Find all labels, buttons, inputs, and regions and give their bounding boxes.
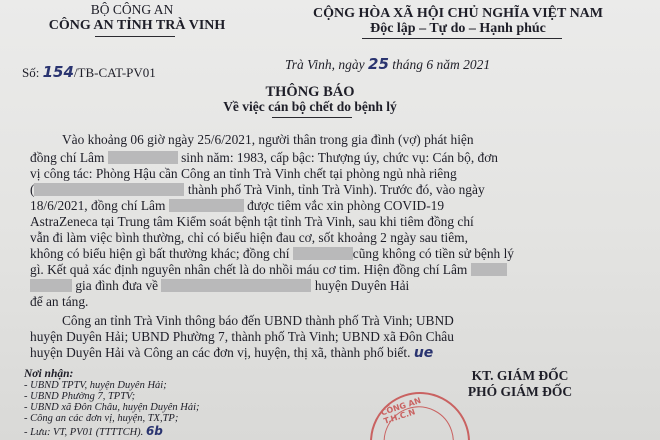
number-handwritten: 154 bbox=[42, 63, 74, 81]
body-text: sinh năm: 1983, cấp bậc: Thượng úy, chức vụ: Cán bộ, đơn bbox=[181, 150, 498, 165]
body-text: đồng chí Lâm bbox=[30, 150, 105, 165]
ministry-name: BỘ CÔNG AN bbox=[90, 2, 174, 17]
body-line: vẫn đi làm việc bình thường, chỉ có biểu hiện đau cơ, sốt khoảng 2 ngày sau tiêm, bbox=[30, 230, 468, 245]
body-line bbox=[30, 262, 640, 277]
body-line: Công an tỉnh Trà Vinh thông báo đến UBND thành phố Trà Vinh; UBND bbox=[62, 313, 454, 328]
signature-line-1: KT. GIÁM ĐỐC bbox=[471, 368, 569, 383]
body-line: AstraZeneca tại Trung tâm Kiểm soát bệnh tật tỉnh Trà Vinh, sau khi tiêm đồng chí bbox=[30, 214, 474, 229]
body-text: thành phố Trà Vinh, tỉnh Trà Vinh). Trước đó, vào ngày bbox=[187, 182, 485, 197]
body-line bbox=[30, 150, 640, 165]
redaction-block bbox=[471, 263, 507, 276]
number-suffix: /TB-CAT-PV01 bbox=[73, 65, 156, 80]
recipient-item: - UBND TPTV, huyện Duyên Hải; bbox=[24, 380, 167, 391]
recipient-item: - UBND xã Đôn Châu, huyện Duyên Hải; bbox=[24, 402, 200, 413]
handwritten-initials: ue bbox=[413, 345, 434, 361]
body-text: ( bbox=[30, 182, 35, 197]
body-line bbox=[30, 345, 640, 361]
number-prefix: Số: bbox=[22, 65, 40, 80]
date-prefix: Trà Vinh, ngày bbox=[285, 57, 365, 72]
recipient-item bbox=[24, 424, 163, 438]
country-name: CỘNG HÒA XÃ HỘI CHỦ NGHĨA VIỆT NAM bbox=[312, 6, 603, 21]
body-text: không có biểu hiện gì bất thường khác; đồng chí bbox=[30, 246, 290, 261]
body-text: cũng không có tiền sử bệnh lý bbox=[352, 246, 515, 261]
redaction-block bbox=[34, 183, 184, 196]
signature-line-2: PHÓ GIÁM ĐỐC bbox=[467, 384, 573, 399]
body-text: gì. Kết quả xác định nguyên nhân chết là do nhồi máu cơ tim. Hiện đồng chí Lâm bbox=[30, 262, 468, 277]
date-suffix: tháng 6 năm 2021 bbox=[392, 57, 491, 72]
redaction-block bbox=[30, 279, 72, 292]
body-text: huyện Duyên Hải bbox=[314, 278, 410, 293]
body-text: 18/6/2021, đồng chí Lâm bbox=[30, 198, 166, 213]
redaction-block bbox=[169, 199, 244, 212]
document-number bbox=[22, 63, 156, 81]
body-text: huyện Duyên Hải và Công an các đơn vị, huyện, thị xã, thành phố biết. bbox=[30, 345, 411, 360]
body-line: vị công tác: Phòng Hậu cần Công an tỉnh Trà Vinh chết tại phòng ngủ nhà riêng bbox=[30, 166, 457, 181]
body-line bbox=[30, 198, 640, 213]
recipient-item: - UBND Phường 7, TPTV; bbox=[24, 391, 136, 402]
notice-title: THÔNG BÁO bbox=[265, 84, 355, 100]
national-motto: Độc lập – Tự do – Hạnh phúc bbox=[370, 21, 546, 36]
redaction-block bbox=[293, 247, 353, 260]
handwritten-count: 6b bbox=[145, 424, 163, 438]
notice-subtitle: Về việc cán bộ chết do bệnh lý bbox=[223, 99, 397, 114]
body-line bbox=[30, 246, 640, 261]
motto-underline bbox=[362, 38, 562, 39]
body-line: Vào khoảng 06 giờ ngày 25/6/2021, người thân trong gia đình (vợ) phát hiện bbox=[62, 132, 474, 147]
issue-date bbox=[285, 55, 490, 73]
redaction-block bbox=[108, 151, 178, 164]
body-text: gia đình đưa về bbox=[75, 278, 159, 293]
recipient-text: - Lưu: VT, PV01 (TTTTCH). bbox=[24, 427, 144, 438]
agency-name: CÔNG AN TỈNH TRÀ VINH bbox=[48, 18, 226, 33]
date-day-handwritten: 25 bbox=[368, 55, 389, 73]
recipient-item: - Công an các đơn vị, huyện, TX,TP; bbox=[24, 413, 179, 424]
body-line: huyện Duyên Hải; UBND Phường 7, thành phố Trà Vinh; UBND xã Đôn Châu bbox=[30, 329, 454, 344]
body-text: được tiêm vắc xin phòng COVID-19 bbox=[247, 198, 445, 213]
body-line bbox=[30, 278, 640, 293]
stamp-text: CÔNG AN T.H.C.N bbox=[379, 395, 423, 426]
redaction-block bbox=[161, 279, 311, 292]
body-line bbox=[30, 182, 640, 197]
body-line: để an táng. bbox=[30, 294, 89, 309]
recipients-heading: Nơi nhận: bbox=[24, 368, 74, 380]
agency-underline bbox=[95, 36, 175, 37]
title-underline bbox=[272, 117, 352, 118]
